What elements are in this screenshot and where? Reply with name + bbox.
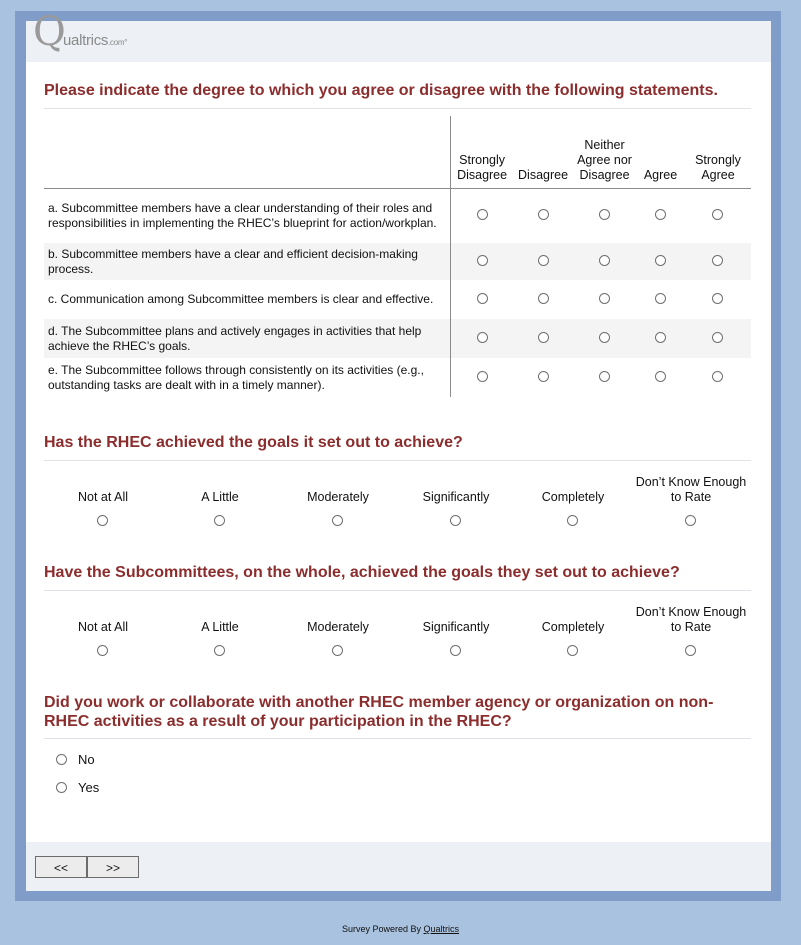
- q1-divider: [44, 108, 751, 109]
- matrix-statement: d. The Subcommittee plans and actively engages in activities that help achieve the RHEC’s goals.: [44, 319, 451, 358]
- matrix-row: [44, 358, 751, 397]
- q1-matrix-table: [44, 116, 751, 397]
- radio-button[interactable]: [567, 515, 578, 526]
- matrix-col-header: Strongly Agree: [685, 116, 751, 188]
- radio-button[interactable]: [214, 515, 225, 526]
- q3-option[interactable]: [397, 596, 515, 656]
- q2-divider: [44, 460, 751, 461]
- radio-button[interactable]: [712, 255, 723, 266]
- option-label: Completely: [541, 490, 605, 504]
- matrix-row: [44, 243, 751, 280]
- radio-button[interactable]: [599, 293, 610, 304]
- powered-by-text: Survey Powered By: [341, 924, 424, 934]
- option-label: Moderately: [307, 490, 369, 504]
- radio-button[interactable]: [567, 645, 578, 656]
- q2-option[interactable]: [44, 466, 162, 526]
- q2-option[interactable]: [514, 466, 632, 526]
- option-label: Completely: [541, 620, 605, 634]
- q3-options-row: [44, 596, 751, 656]
- option-label: Significantly: [422, 620, 490, 634]
- radio-button[interactable]: [538, 255, 549, 266]
- q3-option[interactable]: [161, 596, 279, 656]
- q2-option[interactable]: [161, 466, 279, 526]
- q3-option[interactable]: [632, 596, 750, 656]
- radio-button[interactable]: [599, 371, 610, 382]
- matrix-statement: c. Communication among Subcommittee members is clear and effective.: [44, 280, 451, 319]
- radio-button[interactable]: [712, 371, 723, 382]
- q3-divider: [44, 590, 751, 591]
- q2-options-row: [44, 466, 751, 526]
- radio-button[interactable]: [477, 332, 488, 343]
- navigation-bar: [26, 842, 771, 891]
- back-button[interactable]: <<: [35, 856, 87, 878]
- radio-button[interactable]: [599, 255, 610, 266]
- option-label: Yes: [78, 780, 100, 795]
- radio-button[interactable]: [685, 515, 696, 526]
- next-button[interactable]: >>: [87, 856, 139, 878]
- radio-button[interactable]: [538, 209, 549, 220]
- matrix-corner: [44, 116, 451, 188]
- q2-option[interactable]: [279, 466, 397, 526]
- header-bar: [26, 9, 771, 62]
- logo-suffix: .com°: [108, 38, 128, 47]
- survey-frame: [15, 11, 781, 901]
- radio-button[interactable]: [685, 645, 696, 656]
- radio-button[interactable]: [538, 293, 549, 304]
- radio-button[interactable]: [214, 645, 225, 656]
- option-label: Not at All: [77, 620, 129, 634]
- radio-button[interactable]: [56, 754, 67, 765]
- option-label: Not at All: [77, 490, 129, 504]
- option-label: No: [78, 752, 95, 767]
- q3-title: Have the Subcommittees, on the whole, achieved the goals they set out to achieve?: [44, 564, 680, 581]
- radio-button[interactable]: [56, 782, 67, 793]
- matrix-row: [44, 319, 751, 358]
- radio-button[interactable]: [712, 209, 723, 220]
- radio-button[interactable]: [712, 332, 723, 343]
- radio-button[interactable]: [655, 332, 666, 343]
- q3-option[interactable]: [514, 596, 632, 656]
- q4-divider: [44, 738, 751, 739]
- radio-button[interactable]: [477, 209, 488, 220]
- radio-button[interactable]: [97, 645, 108, 656]
- radio-button[interactable]: [655, 209, 666, 220]
- radio-button[interactable]: [655, 293, 666, 304]
- matrix-statement: b. Subcommittee members have a clear and efficient decision-making process.: [44, 243, 451, 280]
- option-label: A Little: [201, 620, 239, 634]
- q4-title: Did you work or collaborate with another RHEC member agency or organization on non-RHEC activities as a result of your participation in the RHEC?: [44, 694, 714, 730]
- matrix-col-header: Agree: [636, 116, 685, 188]
- option-label: A Little: [201, 490, 239, 504]
- radio-button[interactable]: [332, 515, 343, 526]
- logo-wordmark: ualtrics: [63, 32, 109, 49]
- radio-button[interactable]: [477, 293, 488, 304]
- powered-by-footer: [0, 924, 801, 934]
- matrix-statement: a. Subcommittee members have a clear understanding of their roles and responsibilities in implementing the RHEC’s blueprint for action/workplan.: [44, 188, 451, 243]
- q1-title: Please indicate the degree to which you agree or disagree with the following statements.: [44, 82, 718, 99]
- q3-option[interactable]: [44, 596, 162, 656]
- option-label: Don’t Know Enough to Rate: [635, 605, 747, 634]
- radio-button[interactable]: [97, 515, 108, 526]
- radio-button[interactable]: [538, 332, 549, 343]
- radio-button[interactable]: [477, 255, 488, 266]
- radio-button[interactable]: [332, 645, 343, 656]
- radio-button[interactable]: [655, 371, 666, 382]
- radio-button[interactable]: [655, 255, 666, 266]
- option-label: Moderately: [307, 620, 369, 634]
- matrix-col-header: Strongly Disagree: [451, 116, 513, 188]
- radio-button[interactable]: [599, 209, 610, 220]
- logo-q-mark: Q: [33, 9, 66, 55]
- matrix-row: [44, 188, 751, 243]
- matrix-col-header: Neither Agree nor Disagree: [573, 116, 636, 188]
- radio-button[interactable]: [450, 645, 461, 656]
- matrix-row: [44, 280, 751, 319]
- radio-button[interactable]: [538, 371, 549, 382]
- q2-title: Has the RHEC achieved the goals it set out to achieve?: [44, 434, 463, 451]
- qualtrics-link[interactable]: Qualtrics: [423, 924, 460, 934]
- radio-button[interactable]: [450, 515, 461, 526]
- matrix-statement: e. The Subcommittee follows through consistently on its activities (e.g., outstanding tasks are dealt with in a timely manner).: [44, 358, 451, 397]
- option-label: Significantly: [422, 490, 490, 504]
- q2-option[interactable]: [397, 466, 515, 526]
- option-label: Don’t Know Enough to Rate: [635, 475, 747, 504]
- radio-button[interactable]: [712, 293, 723, 304]
- q3-option[interactable]: [279, 596, 397, 656]
- survey-panel: [26, 9, 771, 891]
- radio-button[interactable]: [599, 332, 610, 343]
- radio-button[interactable]: [477, 371, 488, 382]
- matrix-col-header: Disagree: [513, 116, 573, 188]
- q2-option[interactable]: [632, 466, 750, 526]
